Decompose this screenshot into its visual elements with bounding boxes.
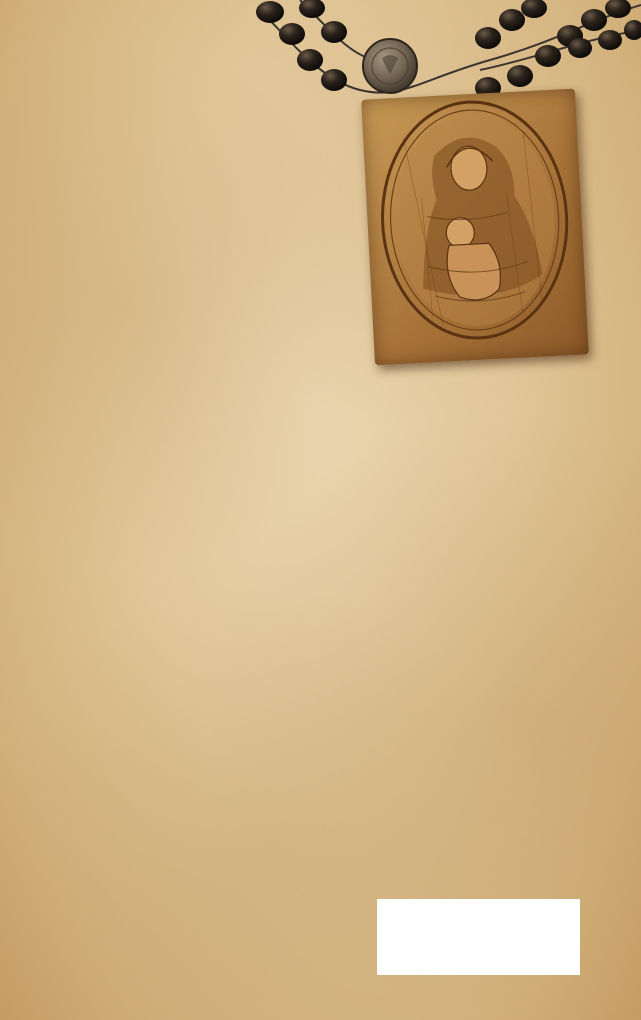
madonna-medallion-image [361, 89, 589, 366]
isbn-barcode [377, 899, 580, 975]
barcode-bars [385, 921, 575, 961]
